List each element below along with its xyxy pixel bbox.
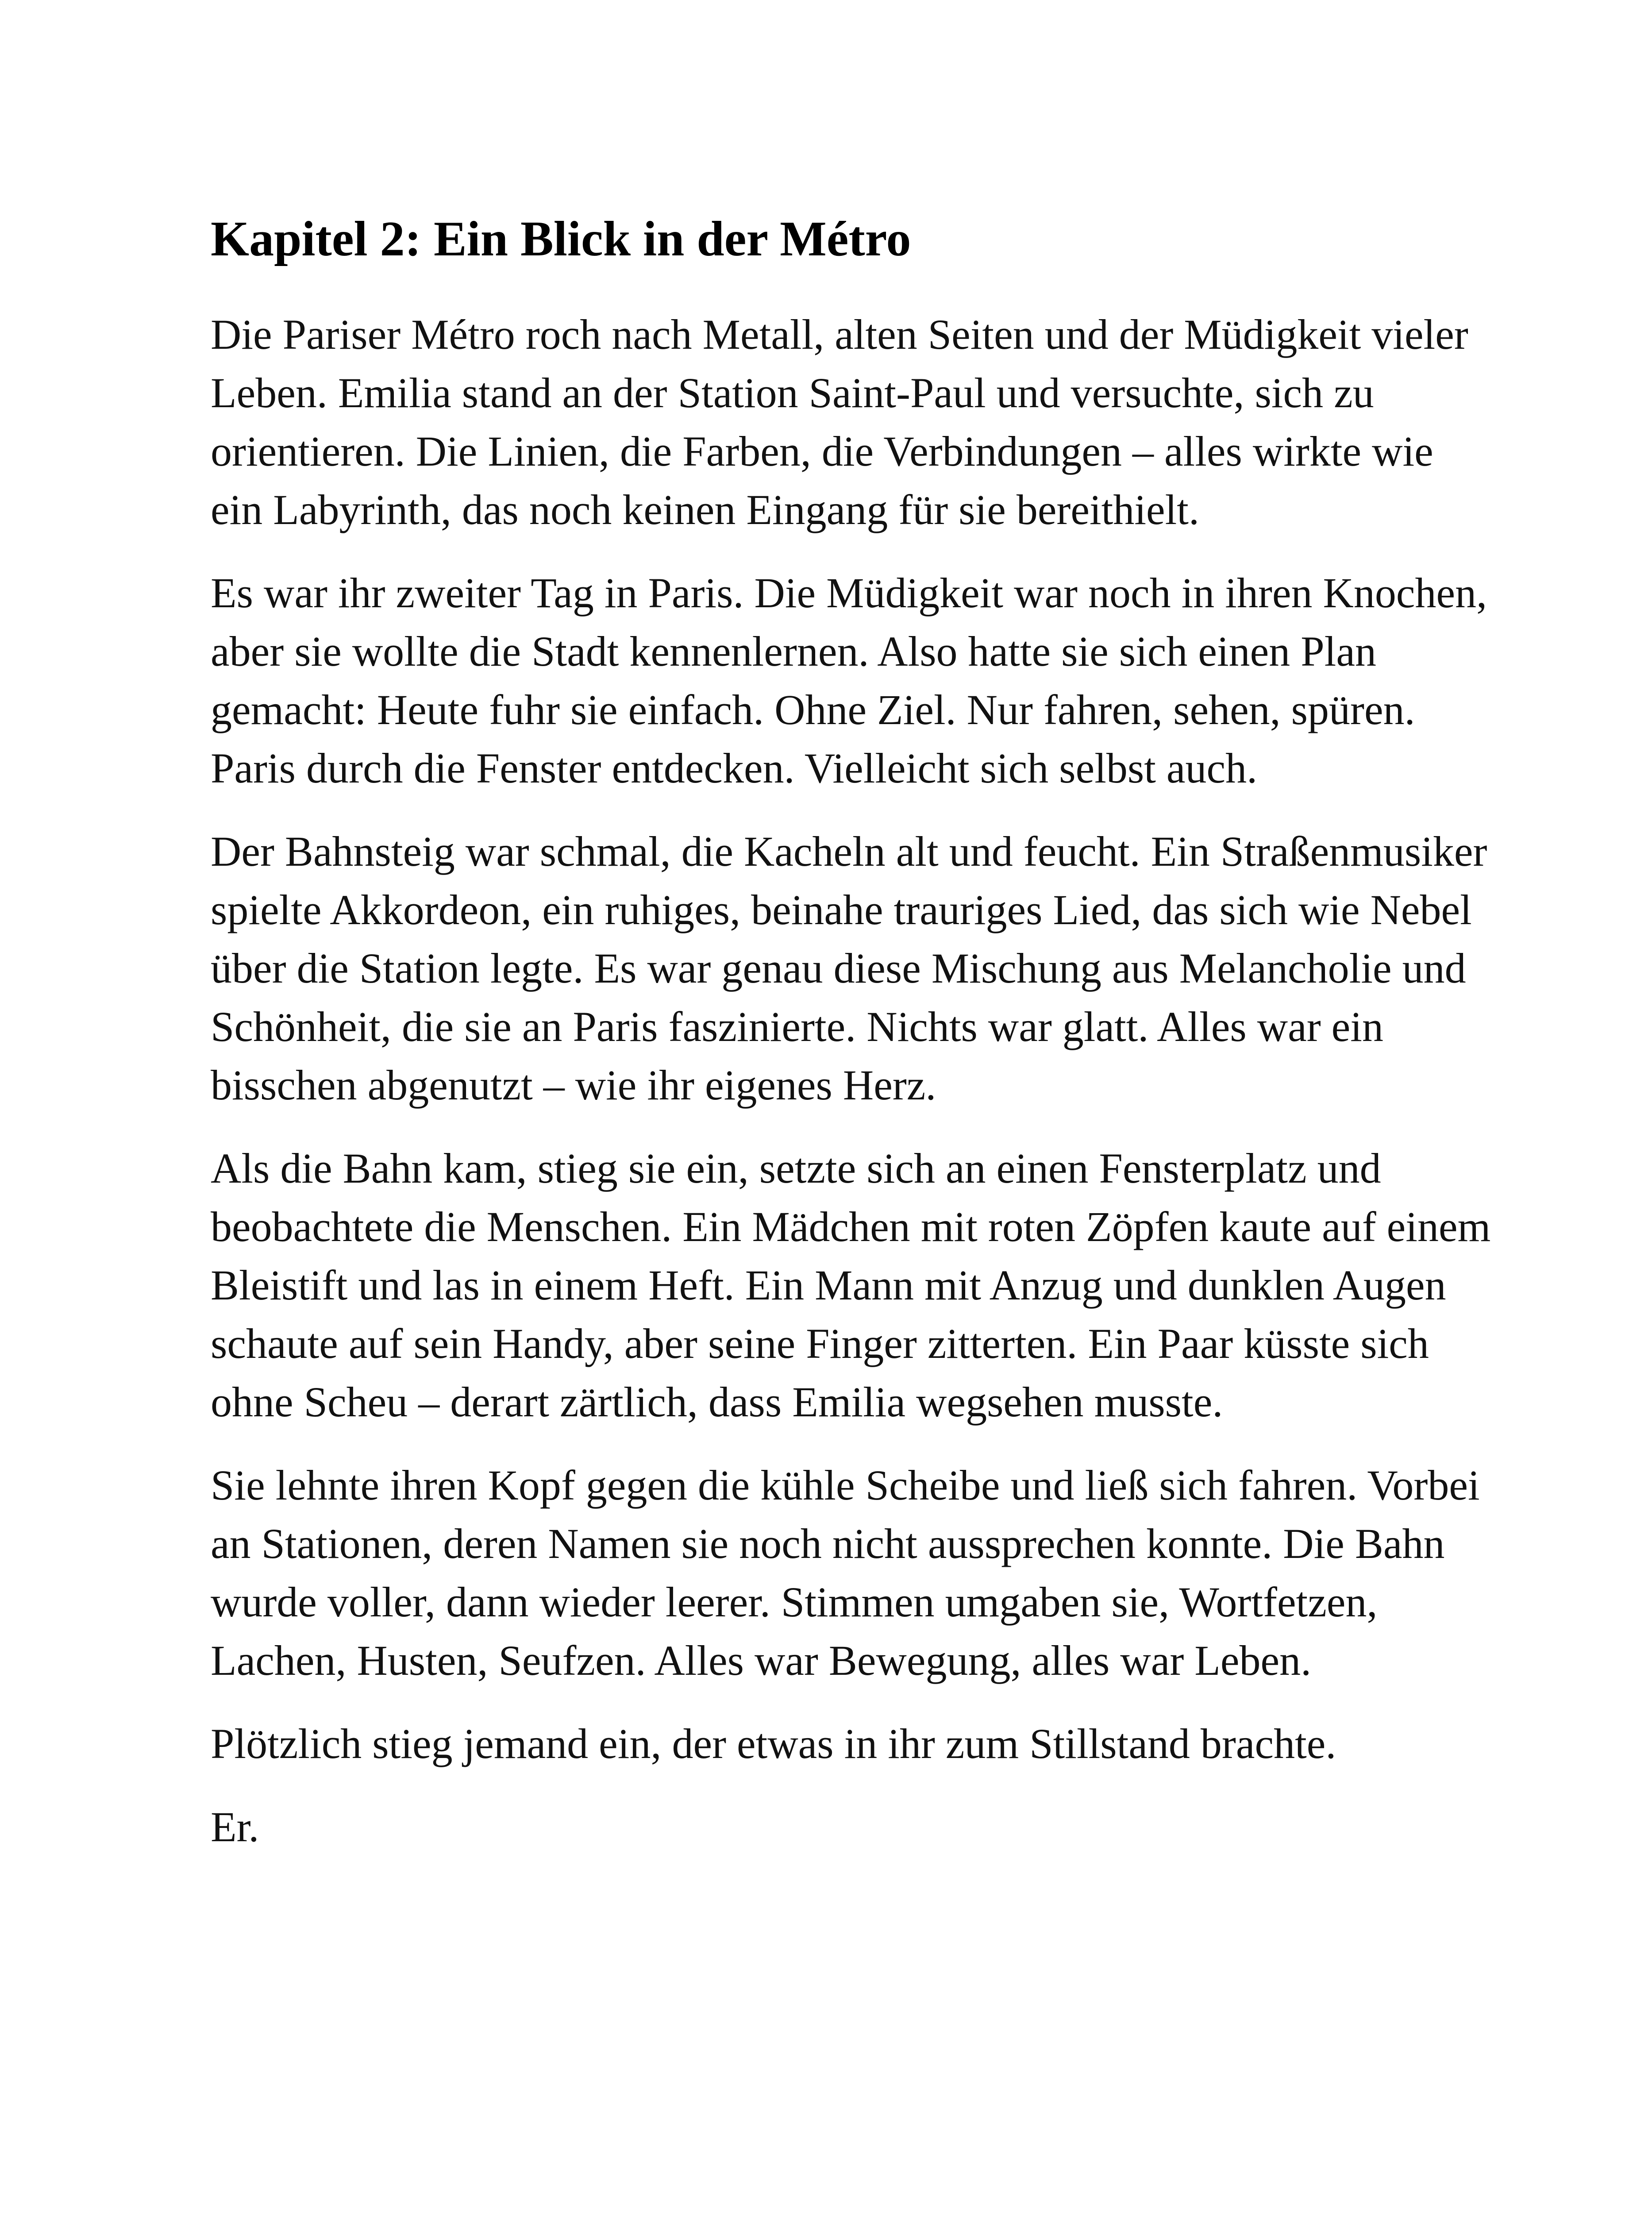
paragraph: Als die Bahn kam, stieg sie ein, setzte sich an einen Fensterplatz und beobachtete die Menschen. Ein Mädchen mit roten Zöpfen kaute auf einem Bleistift und las in einem Heft. Ein Mann mit Anzug und dunklen Augen schaute auf sein Handy, aber seine Finger zitterten. Ein Paar küsste sich ohne Scheu – derart zärtlich, dass Emilia wegsehen musste. bbox=[211, 1145, 1491, 1426]
paragraph: Die Pariser Métro roch nach Metall, alten Seiten und der Müdigkeit vieler Leben. Emilia stand an der Station Saint-Paul und versuchte, sich zu orientieren. Die Linien, die Farben, die Verbindungen – alles wirkte wie ein Labyrinth, das noch keinen Eingang für sie bereithielt. bbox=[211, 311, 1468, 533]
chapter-title: Kapitel 2: Ein Blick in der Métro bbox=[211, 212, 911, 266]
paragraph: Er. bbox=[211, 1803, 259, 1851]
paragraph: Plötzlich stieg jemand ein, der etwas in ihr zum Stillstand brachte. bbox=[211, 1720, 1336, 1767]
paragraph: Es war ihr zweiter Tag in Paris. Die Müdigkeit war noch in ihren Knochen, aber sie wollte die Stadt kennenlernen. Also hatte sie sich einen Plan gemacht: Heute fuhr sie einfach. Ohne Ziel. Nur fahren, sehen, spüren. Paris durch die Fenster entdecken. Vielleicht sich selbst auch. bbox=[211, 569, 1487, 792]
document-content bbox=[211, 208, 1494, 1856]
paragraph: Sie lehnte ihren Kopf gegen die kühle Scheibe und ließ sich fahren. Vorbei an Stationen, deren Namen sie noch nicht aussprechen konnte. Die Bahn wurde voller, dann wieder leerer. Stimmen umgaben sie, Wortfetzen, Lachen, Husten, Seufzen. Alles war Bewegung, alles war Leben. bbox=[211, 1461, 1480, 1684]
paragraph: Der Bahnsteig war schmal, die Kacheln alt und feucht. Ein Straßenmusiker spielte Akkordeon, ein ruhiges, beinahe trauriges Lied, das sich wie Nebel über die Station legte. Es war genau diese Mischung aus Melancholie und Schönheit, die sie an Paris faszinierte. Nichts war glatt. Alles war ein bisschen abgenutzt – wie ihr eigenes Herz. bbox=[211, 828, 1487, 1109]
